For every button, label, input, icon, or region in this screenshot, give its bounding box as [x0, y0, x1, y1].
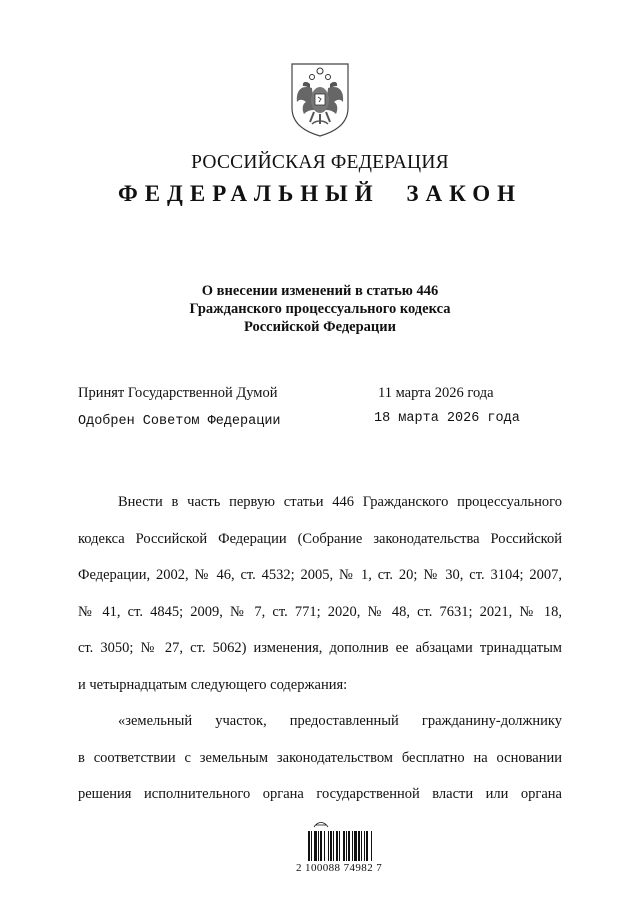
law-title [0, 282, 640, 336]
council-approval-label: Одобрен Советом Федерации [78, 414, 281, 429]
country-name: РОССИЙСКАЯ ФЕДЕРАЦИЯ [191, 152, 449, 173]
body-line: Федерации, 2002, № 46, ст. 4532; 2005, № 1, ст. 20; № 30, ст. 3104; 2007, [78, 567, 562, 583]
body-line: ст. 3050; № 27, ст. 5062) изменения, дополнив ее абзацами тринадцатым [78, 640, 562, 656]
barcode-number: 2 100088 74982 7 [296, 862, 383, 874]
law-title-line: Гражданского процессуального кодекса [189, 301, 451, 317]
duma-adoption-date: 11 марта 2026 года [378, 385, 494, 401]
duma-adoption-label: Принят Государственной Думой [78, 385, 278, 401]
coat-of-arms-icon [288, 62, 352, 138]
body-line: № 41, ст. 4845; 2009, № 7, ст. 771; 2020, № 48, ст. 7631; 2021, № 18, [78, 603, 562, 620]
body-line: Внести в часть первую статьи 446 Гражданского процессуального [118, 494, 562, 510]
document-type: ФЕДЕРАЛЬНЫЙ ЗАКОН [117, 181, 523, 206]
barcode-icon [304, 817, 400, 863]
body-line: решения исполнительного органа государственной власти или органа [78, 786, 562, 802]
law-title-line: О внесении изменений в статью 446 [201, 283, 439, 299]
body-line: и четырнадцатым следующего содержания: [78, 676, 348, 693]
council-approval-date: 18 марта 2026 года [374, 411, 520, 426]
body-line: «земельный участок, предоставленный гражданину-должнику [118, 713, 562, 729]
law-title-line: Российской Федерации [243, 319, 396, 335]
body-line: кодекса Российской Федерации (Собрание законодательства Российской [78, 530, 562, 547]
law-body [78, 484, 562, 813]
body-line: в соответствии с земельным законодательством бесплатно на основании [78, 749, 562, 766]
